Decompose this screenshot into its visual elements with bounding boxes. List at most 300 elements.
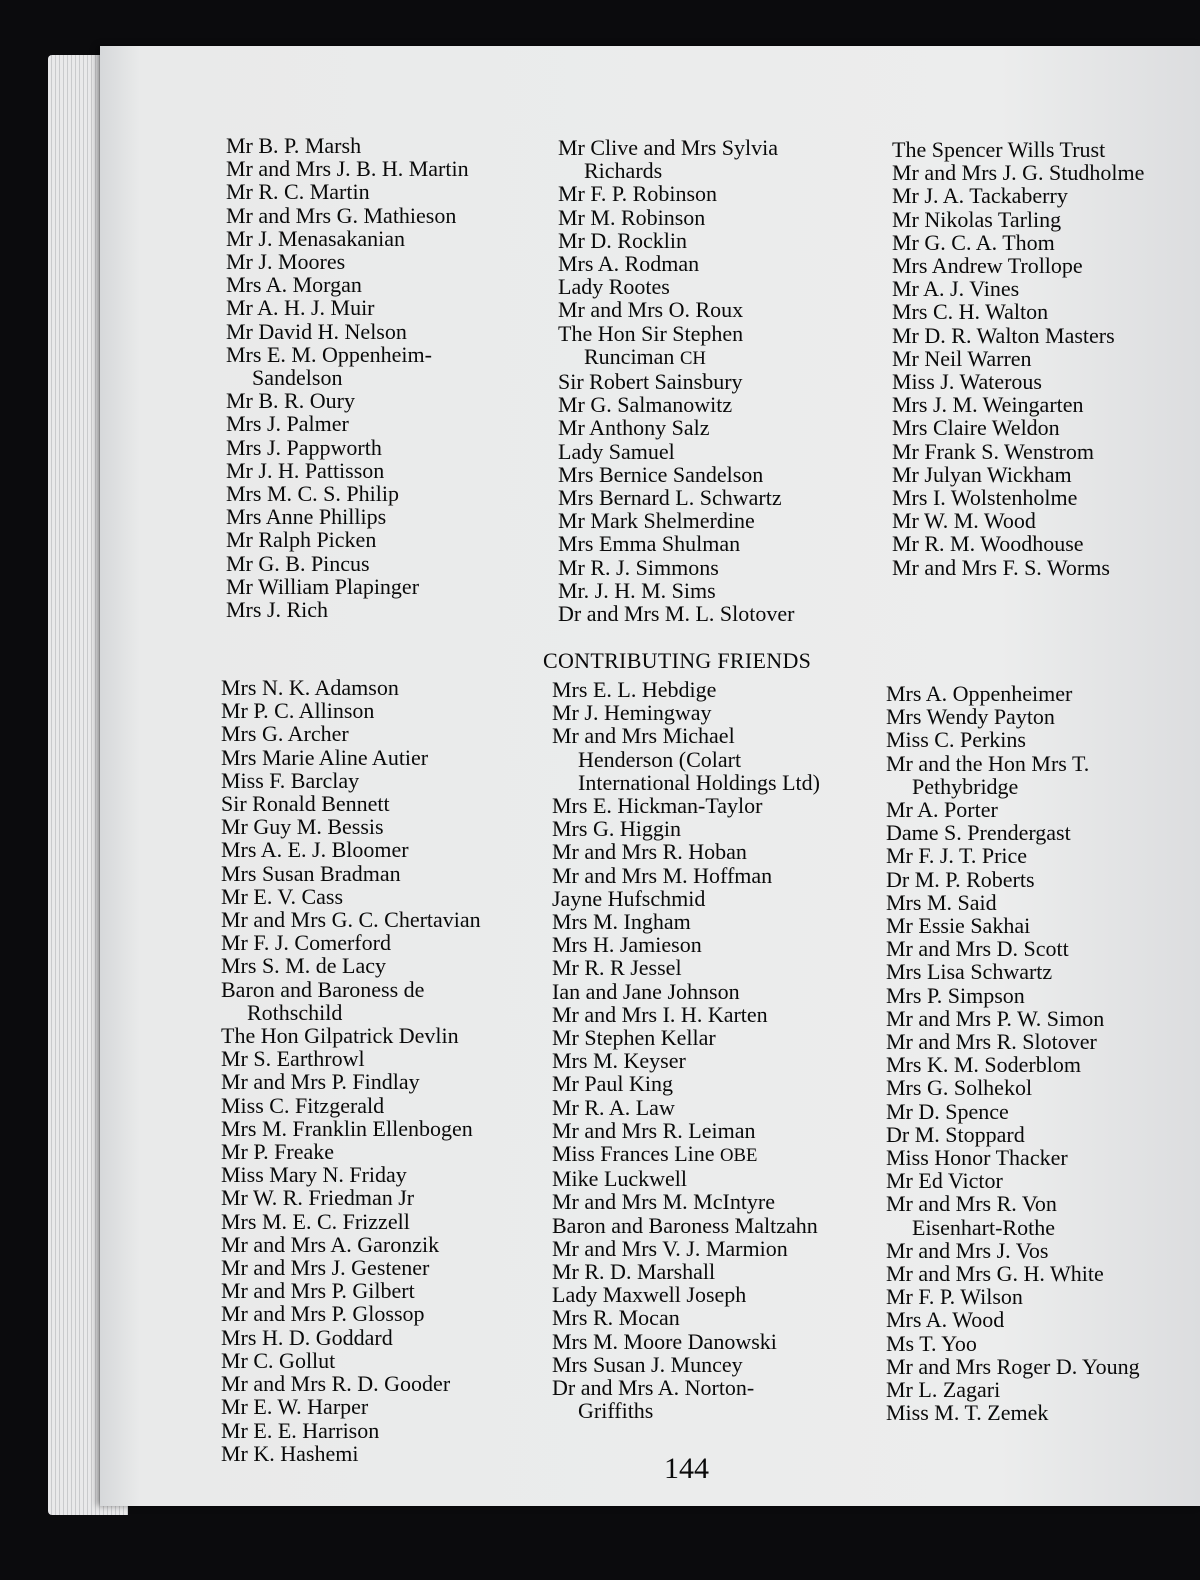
name-entry xyxy=(552,1376,820,1422)
name-entry xyxy=(558,322,794,370)
entry-line: Mrs Susan J. Muncey xyxy=(552,1351,743,1377)
entry-line: Mrs G. Solhekol xyxy=(886,1075,1033,1101)
entry-continuation xyxy=(226,366,469,389)
name-entry xyxy=(221,1256,481,1279)
name-entry xyxy=(558,602,794,625)
name-entry xyxy=(221,1094,481,1117)
name-entry xyxy=(892,509,1144,532)
name-entry xyxy=(221,1163,481,1186)
name-entry xyxy=(221,1349,481,1372)
continuation-text: International Holdings Ltd) xyxy=(578,769,820,795)
entry-continuation xyxy=(558,159,794,182)
entry-line: Mr R. J. Simmons xyxy=(558,554,719,580)
name-entry xyxy=(558,275,794,298)
name-entry xyxy=(552,1306,820,1329)
name-entry xyxy=(558,556,794,579)
entry-line: Mrs Lisa Schwartz xyxy=(886,959,1053,985)
entry-line: Mr and Mrs R. Slotover xyxy=(886,1029,1097,1055)
lower-column-3 xyxy=(886,682,1140,1425)
name-entry xyxy=(558,370,794,393)
upper-column-2 xyxy=(558,136,794,625)
entry-line: Mr G. B. Pincus xyxy=(226,550,370,576)
name-entry xyxy=(552,1237,820,1260)
name-entry xyxy=(886,752,1140,798)
name-entry xyxy=(221,792,481,815)
name-entry xyxy=(221,769,481,792)
entry-line: Mrs M. Ingham xyxy=(552,909,691,935)
entry-line: Mr and Mrs R. D. Gooder xyxy=(221,1371,451,1397)
entry-line: Mr F. P. Wilson xyxy=(886,1284,1023,1310)
entry-line: Mr F. J. Comerford xyxy=(221,930,391,956)
entry-line: Mr L. Zagari xyxy=(886,1377,1001,1403)
continuation-text: Runciman xyxy=(584,343,675,369)
name-entry xyxy=(226,157,469,180)
entry-line: Mr J. Hemingway xyxy=(552,700,712,726)
name-entry xyxy=(558,579,794,602)
name-entry xyxy=(552,1119,820,1142)
name-entry xyxy=(892,370,1144,393)
entry-line: Mr Frank S. Wenstrom xyxy=(892,438,1094,464)
name-entry xyxy=(892,440,1144,463)
name-entry xyxy=(886,960,1140,983)
entry-line: Miss C. Fitzgerald xyxy=(221,1092,385,1118)
name-entry xyxy=(552,678,820,701)
name-entry xyxy=(226,598,469,621)
entry-continuation xyxy=(552,1399,820,1422)
entry-line: Mrs Marie Aline Autier xyxy=(221,744,429,770)
name-entry xyxy=(886,1262,1140,1285)
name-entry xyxy=(552,887,820,910)
name-entry xyxy=(892,463,1144,486)
entry-line: Lady Samuel xyxy=(558,438,675,464)
name-entry xyxy=(886,1239,1140,1262)
entry-line: Mr. J. H. M. Sims xyxy=(558,577,716,603)
name-entry xyxy=(552,1283,820,1306)
entry-line: Mr and Mrs G. Mathieson xyxy=(226,202,457,228)
entry-line: Mr E. E. Harrison xyxy=(221,1417,380,1443)
entry-line: Mr B. P. Marsh xyxy=(226,133,362,158)
name-entry xyxy=(552,1190,820,1213)
entry-line: Mrs Bernice Sandelson xyxy=(558,461,764,487)
entry-line: Mr Guy M. Bessis xyxy=(221,814,384,840)
entry-line: Mr F. P. Robinson xyxy=(558,181,718,207)
entry-line: Ms T. Yoo xyxy=(886,1330,977,1356)
entry-line: Mr Nikolas Tarling xyxy=(892,206,1062,232)
name-entry xyxy=(221,1372,481,1395)
entry-line: Mr and Mrs J. Gestener xyxy=(221,1255,430,1281)
entry-line: Miss Frances Line xyxy=(552,1141,715,1167)
honour-suffix: OBE xyxy=(720,1145,758,1167)
name-entry xyxy=(221,954,481,977)
name-entry xyxy=(226,482,469,505)
name-entry xyxy=(221,1117,481,1140)
entry-line: Mr Anthony Salz xyxy=(558,415,710,441)
entry-line: Mr and Mrs D. Scott xyxy=(886,936,1069,962)
name-entry xyxy=(221,1210,481,1233)
entry-line: Mrs P. Simpson xyxy=(886,982,1025,1008)
name-entry xyxy=(221,1419,481,1442)
entry-line: Miss F. Barclay xyxy=(221,767,360,793)
entry-continuation xyxy=(886,775,1140,798)
entry-line: Mr J. H. Pattisson xyxy=(226,457,385,483)
name-entry xyxy=(892,184,1144,207)
entry-line: Miss Mary N. Friday xyxy=(221,1162,407,1188)
name-entry xyxy=(558,136,794,182)
continuation-text: Sandelson xyxy=(252,365,343,391)
entry-line: Mr Stephen Kellar xyxy=(552,1025,716,1051)
entry-line: Mr W. M. Wood xyxy=(892,508,1036,534)
name-entry xyxy=(221,1024,481,1047)
name-entry xyxy=(886,1192,1140,1238)
name-entry xyxy=(552,701,820,724)
entry-line: Mr and Mrs V. J. Marmion xyxy=(552,1235,788,1261)
name-entry xyxy=(886,1332,1140,1355)
entry-line: Mr Paul King xyxy=(552,1071,673,1097)
entry-line: Mr J. A. Tackaberry xyxy=(892,183,1068,209)
entry-line: Mr P. Freake xyxy=(221,1139,335,1165)
name-entry xyxy=(226,180,469,203)
name-entry xyxy=(886,1146,1140,1169)
continuation-text: Henderson (Colart xyxy=(578,746,742,772)
name-entry xyxy=(226,459,469,482)
name-entry xyxy=(221,722,481,745)
name-entry xyxy=(552,794,820,817)
entry-line: Sir Ronald Bennett xyxy=(221,791,390,817)
name-entry xyxy=(552,1353,820,1376)
entry-line: Mr Ralph Picken xyxy=(226,527,377,553)
entry-line: Mr E. V. Cass xyxy=(221,883,344,909)
entry-line: Mrs Andrew Trollope xyxy=(892,253,1083,279)
entry-line: Mr and Mrs I. H. Karten xyxy=(552,1001,768,1027)
name-entry xyxy=(552,1026,820,1049)
name-entry xyxy=(221,862,481,885)
entry-line: Mrs E. M. Oppenheim- xyxy=(226,341,432,367)
name-entry xyxy=(892,347,1144,370)
name-entry xyxy=(226,320,469,343)
entry-line: Mrs A. Wood xyxy=(886,1307,1005,1333)
continuation-text: Rothschild xyxy=(247,999,343,1025)
name-entry xyxy=(221,838,481,861)
name-entry xyxy=(221,699,481,722)
entry-line: Mr and the Hon Mrs T. xyxy=(886,750,1090,776)
name-entry xyxy=(886,1053,1140,1076)
name-entry xyxy=(552,1260,820,1283)
name-entry xyxy=(552,933,820,956)
entry-line: Mr and Mrs R. Von xyxy=(886,1191,1057,1217)
entry-line: Mr Neil Warren xyxy=(892,345,1032,371)
page-number: 144 xyxy=(664,1452,709,1485)
entry-line: Mr A. J. Vines xyxy=(892,276,1020,302)
entry-line: Mr Clive and Mrs Sylvia xyxy=(558,135,778,160)
name-entry xyxy=(558,206,794,229)
entry-line: Mr William Plapinger xyxy=(226,573,420,599)
honour-suffix: CH xyxy=(679,347,706,369)
entry-line: Mrs M. Keyser xyxy=(552,1048,686,1074)
name-entry xyxy=(886,1401,1140,1424)
name-entry xyxy=(221,676,481,699)
entry-line: Mrs M. Said xyxy=(886,889,997,915)
name-entry xyxy=(226,552,469,575)
entry-line: Mr J. Moores xyxy=(226,249,346,275)
entry-line: Mrs K. M. Soderblom xyxy=(886,1052,1081,1078)
name-entry xyxy=(558,229,794,252)
name-entry xyxy=(552,1167,820,1190)
entry-line: Mr A. Porter xyxy=(886,797,998,823)
name-entry xyxy=(226,528,469,551)
entry-line: Mr R. C. Martin xyxy=(226,179,370,205)
entry-line: Mr and Mrs O. Roux xyxy=(558,297,744,323)
name-entry xyxy=(552,1096,820,1119)
entry-line: Mr R. M. Woodhouse xyxy=(892,531,1084,557)
name-entry xyxy=(892,300,1144,323)
name-entry xyxy=(892,231,1144,254)
name-entry xyxy=(552,840,820,863)
name-entry xyxy=(892,416,1144,439)
entry-line: Dr M. P. Roberts xyxy=(886,866,1035,892)
name-entry xyxy=(886,1076,1140,1099)
name-entry xyxy=(886,682,1140,705)
entry-line: Mr and Mrs R. Leiman xyxy=(552,1117,756,1143)
entry-line: Mrs Wendy Payton xyxy=(886,704,1055,730)
entry-line: Mr W. R. Friedman Jr xyxy=(221,1185,415,1211)
entry-line: Mr David H. Nelson xyxy=(226,318,407,344)
name-entry xyxy=(226,296,469,319)
name-entry xyxy=(221,1326,481,1349)
continuation-text: Griffiths xyxy=(578,1398,654,1424)
entry-line: Mrs S. M. de Lacy xyxy=(221,953,386,979)
entry-line: Mrs J. M. Weingarten xyxy=(892,392,1084,418)
entry-line: Mr F. J. T. Price xyxy=(886,843,1028,869)
entry-line: The Hon Sir Stephen xyxy=(558,320,744,346)
name-entry xyxy=(552,980,820,1003)
entry-line: Mr D. Spence xyxy=(886,1098,1009,1124)
name-entry xyxy=(226,204,469,227)
entry-line: Miss M. T. Zemek xyxy=(886,1400,1049,1426)
entry-line: Mrs A. E. J. Bloomer xyxy=(221,837,409,863)
entry-line: Mr and Mrs R. Hoban xyxy=(552,839,747,865)
entry-line: Mr R. D. Marshall xyxy=(552,1259,716,1285)
name-entry xyxy=(221,1442,481,1465)
entry-line: Mrs M. Moore Danowski xyxy=(552,1328,777,1354)
name-entry xyxy=(886,1007,1140,1030)
name-entry xyxy=(558,440,794,463)
name-entry xyxy=(552,724,820,770)
entry-line: Lady Maxwell Joseph xyxy=(552,1282,747,1308)
entry-line: Mr Essie Sakhai xyxy=(886,913,1031,939)
name-entry xyxy=(892,532,1144,555)
entry-line: Mrs E. Hickman-Taylor xyxy=(552,793,763,819)
entry-line: Miss Honor Thacker xyxy=(886,1145,1068,1171)
name-entry xyxy=(886,844,1140,867)
entry-line: Mr and Mrs P. Gilbert xyxy=(221,1278,415,1304)
name-entry xyxy=(558,416,794,439)
name-entry xyxy=(892,393,1144,416)
name-entry xyxy=(226,505,469,528)
continuation-text: Pethybridge xyxy=(912,773,1019,799)
name-entry xyxy=(226,273,469,296)
entry-line: Mr and Mrs Roger D. Young xyxy=(886,1353,1140,1379)
entry-line: Jayne Hufschmid xyxy=(552,885,706,911)
name-entry xyxy=(886,1123,1140,1146)
name-entry xyxy=(886,891,1140,914)
entry-line: Mike Luckwell xyxy=(552,1166,688,1192)
entry-continuation xyxy=(221,1001,481,1024)
entry-line: Dr M. Stoppard xyxy=(886,1121,1025,1147)
entry-line: Mr D. R. Walton Masters xyxy=(892,322,1115,348)
entry-line: Baron and Baroness Maltzahn xyxy=(552,1212,818,1238)
name-entry xyxy=(892,324,1144,347)
name-entry xyxy=(892,486,1144,509)
name-entry xyxy=(558,509,794,532)
name-entry xyxy=(552,1330,820,1353)
entry-line: Mr Ed Victor xyxy=(886,1168,1003,1194)
name-entry xyxy=(221,1047,481,1070)
entry-line: Miss C. Perkins xyxy=(886,727,1026,753)
entry-line: Mr M. Robinson xyxy=(558,204,706,230)
section-heading: CONTRIBUTING FRIENDS xyxy=(543,648,812,673)
entry-line: Baron and Baroness de xyxy=(221,976,425,1002)
entry-line: Mrs A. Oppenheimer xyxy=(886,681,1073,706)
name-entry xyxy=(892,277,1144,300)
entry-line: The Spencer Wills Trust xyxy=(892,137,1106,162)
entry-line: Mrs Claire Weldon xyxy=(892,415,1060,441)
name-entry xyxy=(558,182,794,205)
entry-continuation xyxy=(552,748,820,771)
entry-line: Mrs Susan Bradman xyxy=(221,860,401,886)
entry-line: Mrs C. H. Walton xyxy=(892,299,1049,325)
entry-line: Mr and Mrs P. W. Simon xyxy=(886,1005,1105,1031)
entry-line: Mr and Mrs J. G. Studholme xyxy=(892,160,1145,186)
entry-line: Mr Julyan Wickham xyxy=(892,461,1072,487)
name-entry xyxy=(221,1279,481,1302)
entry-line: Mr R. A. Law xyxy=(552,1094,675,1120)
name-entry xyxy=(558,463,794,486)
name-entry xyxy=(226,134,469,157)
name-entry xyxy=(552,1214,820,1237)
entry-line: Mr C. Gollut xyxy=(221,1347,336,1373)
name-entry xyxy=(221,931,481,954)
entry-continuation xyxy=(558,345,794,370)
name-entry xyxy=(552,1049,820,1072)
name-entry xyxy=(886,1308,1140,1331)
entry-line: Mr and Mrs J. Vos xyxy=(886,1237,1049,1263)
upper-column-3 xyxy=(892,138,1144,579)
entry-line: Mrs Bernard L. Schwartz xyxy=(558,485,782,511)
entry-line: Mr D. Rocklin xyxy=(558,227,687,253)
entry-line: Mr K. Hashemi xyxy=(221,1440,359,1466)
lower-column-2 xyxy=(552,678,820,1423)
entry-line: Mr and Mrs G. C. Chertavian xyxy=(221,907,481,933)
name-entry xyxy=(552,864,820,887)
name-entry xyxy=(892,161,1144,184)
name-entry xyxy=(886,821,1140,844)
name-entry xyxy=(558,298,794,321)
name-entry xyxy=(226,436,469,459)
entry-line: Ian and Jane Johnson xyxy=(552,978,740,1004)
name-entry xyxy=(558,486,794,509)
name-entry xyxy=(892,254,1144,277)
name-entry xyxy=(226,343,469,389)
entry-line: Mr A. H. J. Muir xyxy=(226,295,375,321)
entry-line: Mrs A. Rodman xyxy=(558,251,700,277)
name-entry xyxy=(552,1142,820,1167)
entry-line: Mrs I. Wolstenholme xyxy=(892,485,1078,511)
name-entry xyxy=(221,885,481,908)
name-entry xyxy=(226,389,469,412)
name-entry xyxy=(886,1100,1140,1123)
name-entry xyxy=(886,1285,1140,1308)
entry-line: Mr and Mrs Michael xyxy=(552,723,735,749)
name-entry xyxy=(552,1072,820,1095)
entry-line: Mrs H. D. Goddard xyxy=(221,1324,393,1350)
name-entry xyxy=(552,817,820,840)
name-entry xyxy=(886,984,1140,1007)
entry-line: Mr B. R. Oury xyxy=(226,388,355,414)
name-entry xyxy=(226,412,469,435)
name-entry xyxy=(886,1030,1140,1053)
entry-line: Mr Mark Shelmerdine xyxy=(558,508,755,534)
name-entry xyxy=(221,1186,481,1209)
name-entry xyxy=(552,771,820,794)
name-entry xyxy=(221,1395,481,1418)
entry-line: Mrs H. Jamieson xyxy=(552,932,702,958)
upper-column-1 xyxy=(226,134,469,621)
entry-line: Mrs A. Morgan xyxy=(226,272,362,298)
name-entry xyxy=(552,910,820,933)
name-entry xyxy=(221,746,481,769)
continuation-text: Richards xyxy=(584,158,663,184)
entry-line: Mr and Mrs G. H. White xyxy=(886,1261,1104,1287)
name-entry xyxy=(221,1140,481,1163)
name-entry xyxy=(226,250,469,273)
entry-line: Mrs R. Mocan xyxy=(552,1305,680,1331)
name-entry xyxy=(886,798,1140,821)
name-entry xyxy=(221,1070,481,1093)
name-entry xyxy=(221,815,481,838)
entry-line: Mr and Mrs M. McIntyre xyxy=(552,1189,776,1215)
entry-line: Mr G. Salmanowitz xyxy=(558,392,733,418)
name-entry xyxy=(886,1169,1140,1192)
name-entry xyxy=(892,556,1144,579)
entry-line: Mr P. C. Allinson xyxy=(221,698,375,724)
entry-line: Dr and Mrs M. L. Slotover xyxy=(558,601,795,627)
name-entry xyxy=(886,705,1140,728)
entry-line: Mrs Anne Phillips xyxy=(226,504,387,530)
entry-line: Sir Robert Sainsbury xyxy=(558,369,743,395)
entry-line: Mrs Emma Shulman xyxy=(558,531,741,557)
name-entry xyxy=(552,1003,820,1026)
entry-line: Mr and Mrs A. Garonzik xyxy=(221,1231,440,1257)
entry-line: Mrs M. E. C. Frizzell xyxy=(221,1208,410,1234)
entry-line: Dame S. Prendergast xyxy=(886,820,1071,846)
entry-continuation xyxy=(552,771,820,794)
entry-line: Mr J. Menasakanian xyxy=(226,225,406,251)
entry-line: Mr and Mrs F. S. Worms xyxy=(892,554,1110,580)
name-entry xyxy=(886,937,1140,960)
entry-line: Mr and Mrs M. Hoffman xyxy=(552,862,773,888)
name-entry xyxy=(558,252,794,275)
name-entry xyxy=(886,1378,1140,1401)
entry-line: Lady Rootes xyxy=(558,274,670,300)
entry-line: Miss J. Waterous xyxy=(892,369,1042,395)
continuation-text: Eisenhart-Rothe xyxy=(912,1214,1055,1240)
name-entry xyxy=(558,393,794,416)
entry-line: Mrs J. Pappworth xyxy=(226,434,382,460)
entry-line: Mr S. Earthrowl xyxy=(221,1046,365,1072)
entry-continuation xyxy=(886,1216,1140,1239)
name-entry xyxy=(221,1302,481,1325)
name-entry xyxy=(552,956,820,979)
